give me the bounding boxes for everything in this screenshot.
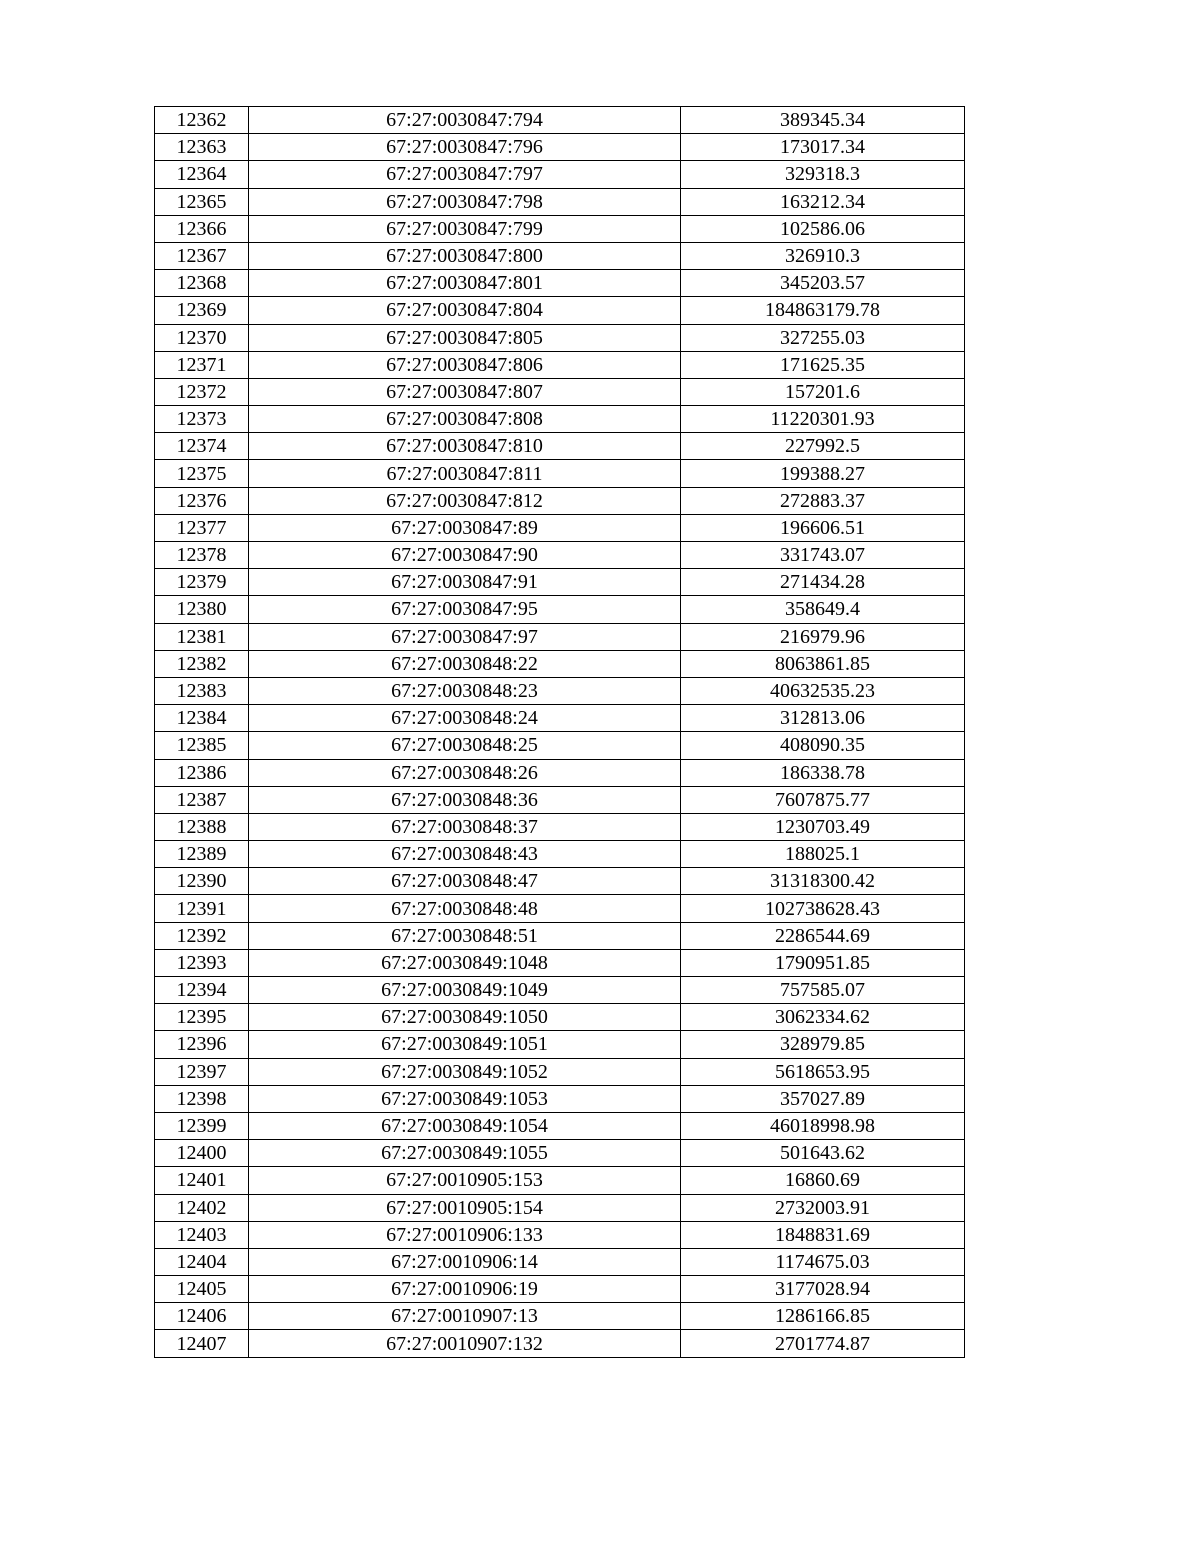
table-row <box>155 596 965 623</box>
row-number-cell: 12400 <box>155 1140 249 1167</box>
row-number-cell: 12372 <box>155 378 249 405</box>
cadastral-number-cell: 67:27:0010905:154 <box>249 1194 681 1221</box>
row-number-cell: 12388 <box>155 813 249 840</box>
table-row <box>155 732 965 759</box>
row-number-cell: 12383 <box>155 677 249 704</box>
cadastral-number-cell: 67:27:0030848:48 <box>249 895 681 922</box>
row-number-cell: 12397 <box>155 1058 249 1085</box>
value-cell: 186338.78 <box>681 759 965 786</box>
table-row <box>155 324 965 351</box>
table-row <box>155 487 965 514</box>
cadastral-number-cell: 67:27:0030849:1051 <box>249 1031 681 1058</box>
cadastral-number-cell: 67:27:0030847:805 <box>249 324 681 351</box>
row-number-cell: 12376 <box>155 487 249 514</box>
row-number-cell: 12368 <box>155 270 249 297</box>
row-number-cell: 12369 <box>155 297 249 324</box>
row-number-cell: 12385 <box>155 732 249 759</box>
cadastral-number-cell: 67:27:0030848:23 <box>249 677 681 704</box>
cadastral-number-cell: 67:27:0030848:22 <box>249 650 681 677</box>
cadastral-number-cell: 67:27:0030847:806 <box>249 351 681 378</box>
table-row <box>155 1221 965 1248</box>
row-number-cell: 12391 <box>155 895 249 922</box>
table-row <box>155 650 965 677</box>
value-cell: 199388.27 <box>681 460 965 487</box>
cadastral-number-cell: 67:27:0030847:801 <box>249 270 681 297</box>
value-cell: 5618653.95 <box>681 1058 965 1085</box>
table-row <box>155 514 965 541</box>
table-row <box>155 1330 965 1357</box>
table-row <box>155 1248 965 1275</box>
cadastral-number-cell: 67:27:0030847:95 <box>249 596 681 623</box>
value-cell: 157201.6 <box>681 378 965 405</box>
table-row <box>155 351 965 378</box>
cadastral-number-cell: 67:27:0030849:1053 <box>249 1085 681 1112</box>
table-row <box>155 161 965 188</box>
row-number-cell: 12387 <box>155 786 249 813</box>
cadastral-number-cell: 67:27:0010906:133 <box>249 1221 681 1248</box>
row-number-cell: 12365 <box>155 188 249 215</box>
value-cell: 326910.3 <box>681 242 965 269</box>
value-cell: 757585.07 <box>681 977 965 1004</box>
cadastral-number-cell: 67:27:0030848:51 <box>249 922 681 949</box>
value-cell: 358649.4 <box>681 596 965 623</box>
cadastral-number-cell: 67:27:0030848:25 <box>249 732 681 759</box>
cadastral-number-cell: 67:27:0030847:798 <box>249 188 681 215</box>
cadastral-number-cell: 67:27:0030848:36 <box>249 786 681 813</box>
cadastral-number-cell: 67:27:0030847:97 <box>249 623 681 650</box>
table-row <box>155 297 965 324</box>
value-cell: 7607875.77 <box>681 786 965 813</box>
cadastral-number-cell: 67:27:0010906:19 <box>249 1276 681 1303</box>
row-number-cell: 12394 <box>155 977 249 1004</box>
table-row <box>155 433 965 460</box>
table-row <box>155 569 965 596</box>
row-number-cell: 12398 <box>155 1085 249 1112</box>
value-cell: 272883.37 <box>681 487 965 514</box>
value-cell: 327255.03 <box>681 324 965 351</box>
table-row <box>155 786 965 813</box>
row-number-cell: 12404 <box>155 1248 249 1275</box>
cadastral-number-cell: 67:27:0030849:1048 <box>249 949 681 976</box>
cadastral-number-cell: 67:27:0010907:13 <box>249 1303 681 1330</box>
table-row <box>155 705 965 732</box>
cadastral-value-table <box>154 106 965 1358</box>
row-number-cell: 12401 <box>155 1167 249 1194</box>
row-number-cell: 12392 <box>155 922 249 949</box>
value-cell: 102738628.43 <box>681 895 965 922</box>
value-cell: 31318300.42 <box>681 868 965 895</box>
table-row <box>155 188 965 215</box>
table-row <box>155 270 965 297</box>
cadastral-number-cell: 67:27:0030847:810 <box>249 433 681 460</box>
value-cell: 2286544.69 <box>681 922 965 949</box>
value-cell: 389345.34 <box>681 107 965 134</box>
value-cell: 196606.51 <box>681 514 965 541</box>
row-number-cell: 12362 <box>155 107 249 134</box>
table-row <box>155 460 965 487</box>
row-number-cell: 12364 <box>155 161 249 188</box>
cadastral-number-cell: 67:27:0030849:1052 <box>249 1058 681 1085</box>
row-number-cell: 12395 <box>155 1004 249 1031</box>
table-row <box>155 813 965 840</box>
table-row <box>155 1085 965 1112</box>
table-row <box>155 895 965 922</box>
value-cell: 2701774.87 <box>681 1330 965 1357</box>
table-row <box>155 922 965 949</box>
cadastral-number-cell: 67:27:0010905:153 <box>249 1167 681 1194</box>
table-row <box>155 1004 965 1031</box>
cadastral-number-cell: 67:27:0010907:132 <box>249 1330 681 1357</box>
row-number-cell: 12373 <box>155 406 249 433</box>
value-cell: 1174675.03 <box>681 1248 965 1275</box>
row-number-cell: 12371 <box>155 351 249 378</box>
value-cell: 102586.06 <box>681 215 965 242</box>
table-row <box>155 868 965 895</box>
row-number-cell: 12390 <box>155 868 249 895</box>
table-row <box>155 1112 965 1139</box>
row-number-cell: 12367 <box>155 242 249 269</box>
row-number-cell: 12396 <box>155 1031 249 1058</box>
value-cell: 312813.06 <box>681 705 965 732</box>
table-row <box>155 1058 965 1085</box>
table-row <box>155 215 965 242</box>
table-body <box>155 107 965 1358</box>
table-row <box>155 542 965 569</box>
row-number-cell: 12370 <box>155 324 249 351</box>
row-number-cell: 12384 <box>155 705 249 732</box>
cadastral-number-cell: 67:27:0030848:37 <box>249 813 681 840</box>
cadastral-number-cell: 67:27:0030847:796 <box>249 134 681 161</box>
table-row <box>155 134 965 161</box>
row-number-cell: 12380 <box>155 596 249 623</box>
table-row <box>155 1276 965 1303</box>
value-cell: 8063861.85 <box>681 650 965 677</box>
row-number-cell: 12405 <box>155 1276 249 1303</box>
cadastral-number-cell: 67:27:0030847:812 <box>249 487 681 514</box>
row-number-cell: 12407 <box>155 1330 249 1357</box>
table-row <box>155 1194 965 1221</box>
row-number-cell: 12386 <box>155 759 249 786</box>
value-cell: 163212.34 <box>681 188 965 215</box>
value-cell: 227992.5 <box>681 433 965 460</box>
value-cell: 16860.69 <box>681 1167 965 1194</box>
row-number-cell: 12402 <box>155 1194 249 1221</box>
table-row <box>155 949 965 976</box>
table-row <box>155 107 965 134</box>
row-number-cell: 12393 <box>155 949 249 976</box>
value-cell: 1286166.85 <box>681 1303 965 1330</box>
cadastral-number-cell: 67:27:0030847:797 <box>249 161 681 188</box>
cadastral-number-cell: 67:27:0030848:24 <box>249 705 681 732</box>
value-cell: 345203.57 <box>681 270 965 297</box>
value-cell: 501643.62 <box>681 1140 965 1167</box>
row-number-cell: 12382 <box>155 650 249 677</box>
cadastral-number-cell: 67:27:0030847:799 <box>249 215 681 242</box>
value-cell: 271434.28 <box>681 569 965 596</box>
value-cell: 3177028.94 <box>681 1276 965 1303</box>
value-cell: 3062334.62 <box>681 1004 965 1031</box>
value-cell: 1790951.85 <box>681 949 965 976</box>
row-number-cell: 12375 <box>155 460 249 487</box>
table-row <box>155 1031 965 1058</box>
cadastral-number-cell: 67:27:0030847:807 <box>249 378 681 405</box>
cadastral-number-cell: 67:27:0030847:91 <box>249 569 681 596</box>
value-cell: 188025.1 <box>681 841 965 868</box>
row-number-cell: 12399 <box>155 1112 249 1139</box>
cadastral-number-cell: 67:27:0030847:800 <box>249 242 681 269</box>
table-row <box>155 759 965 786</box>
cadastral-number-cell: 67:27:0030849:1050 <box>249 1004 681 1031</box>
row-number-cell: 12366 <box>155 215 249 242</box>
table-row <box>155 406 965 433</box>
table-row <box>155 677 965 704</box>
row-number-cell: 12389 <box>155 841 249 868</box>
cadastral-number-cell: 67:27:0030847:90 <box>249 542 681 569</box>
cadastral-number-cell: 67:27:0030847:811 <box>249 460 681 487</box>
table-row <box>155 242 965 269</box>
value-cell: 329318.3 <box>681 161 965 188</box>
row-number-cell: 12406 <box>155 1303 249 1330</box>
value-cell: 40632535.23 <box>681 677 965 704</box>
value-cell: 1230703.49 <box>681 813 965 840</box>
value-cell: 11220301.93 <box>681 406 965 433</box>
value-cell: 46018998.98 <box>681 1112 965 1139</box>
cadastral-number-cell: 67:27:0030847:794 <box>249 107 681 134</box>
value-cell: 331743.07 <box>681 542 965 569</box>
value-cell: 2732003.91 <box>681 1194 965 1221</box>
row-number-cell: 12374 <box>155 433 249 460</box>
value-cell: 408090.35 <box>681 732 965 759</box>
cadastral-number-cell: 67:27:0030848:47 <box>249 868 681 895</box>
value-cell: 173017.34 <box>681 134 965 161</box>
cadastral-number-cell: 67:27:0030848:26 <box>249 759 681 786</box>
row-number-cell: 12381 <box>155 623 249 650</box>
table-row <box>155 1140 965 1167</box>
cadastral-number-cell: 67:27:0030849:1049 <box>249 977 681 1004</box>
row-number-cell: 12403 <box>155 1221 249 1248</box>
table-row <box>155 841 965 868</box>
cadastral-number-cell: 67:27:0010906:14 <box>249 1248 681 1275</box>
cadastral-number-cell: 67:27:0030849:1055 <box>249 1140 681 1167</box>
table-row <box>155 378 965 405</box>
row-number-cell: 12379 <box>155 569 249 596</box>
value-cell: 328979.85 <box>681 1031 965 1058</box>
table-row <box>155 977 965 1004</box>
value-cell: 184863179.78 <box>681 297 965 324</box>
value-cell: 1848831.69 <box>681 1221 965 1248</box>
cadastral-number-cell: 67:27:0030848:43 <box>249 841 681 868</box>
cadastral-number-cell: 67:27:0030849:1054 <box>249 1112 681 1139</box>
cadastral-number-cell: 67:27:0030847:89 <box>249 514 681 541</box>
table-row <box>155 623 965 650</box>
value-cell: 216979.96 <box>681 623 965 650</box>
cadastral-number-cell: 67:27:0030847:808 <box>249 406 681 433</box>
row-number-cell: 12377 <box>155 514 249 541</box>
table-row <box>155 1303 965 1330</box>
row-number-cell: 12378 <box>155 542 249 569</box>
cadastral-number-cell: 67:27:0030847:804 <box>249 297 681 324</box>
row-number-cell: 12363 <box>155 134 249 161</box>
value-cell: 171625.35 <box>681 351 965 378</box>
table-row <box>155 1167 965 1194</box>
value-cell: 357027.89 <box>681 1085 965 1112</box>
